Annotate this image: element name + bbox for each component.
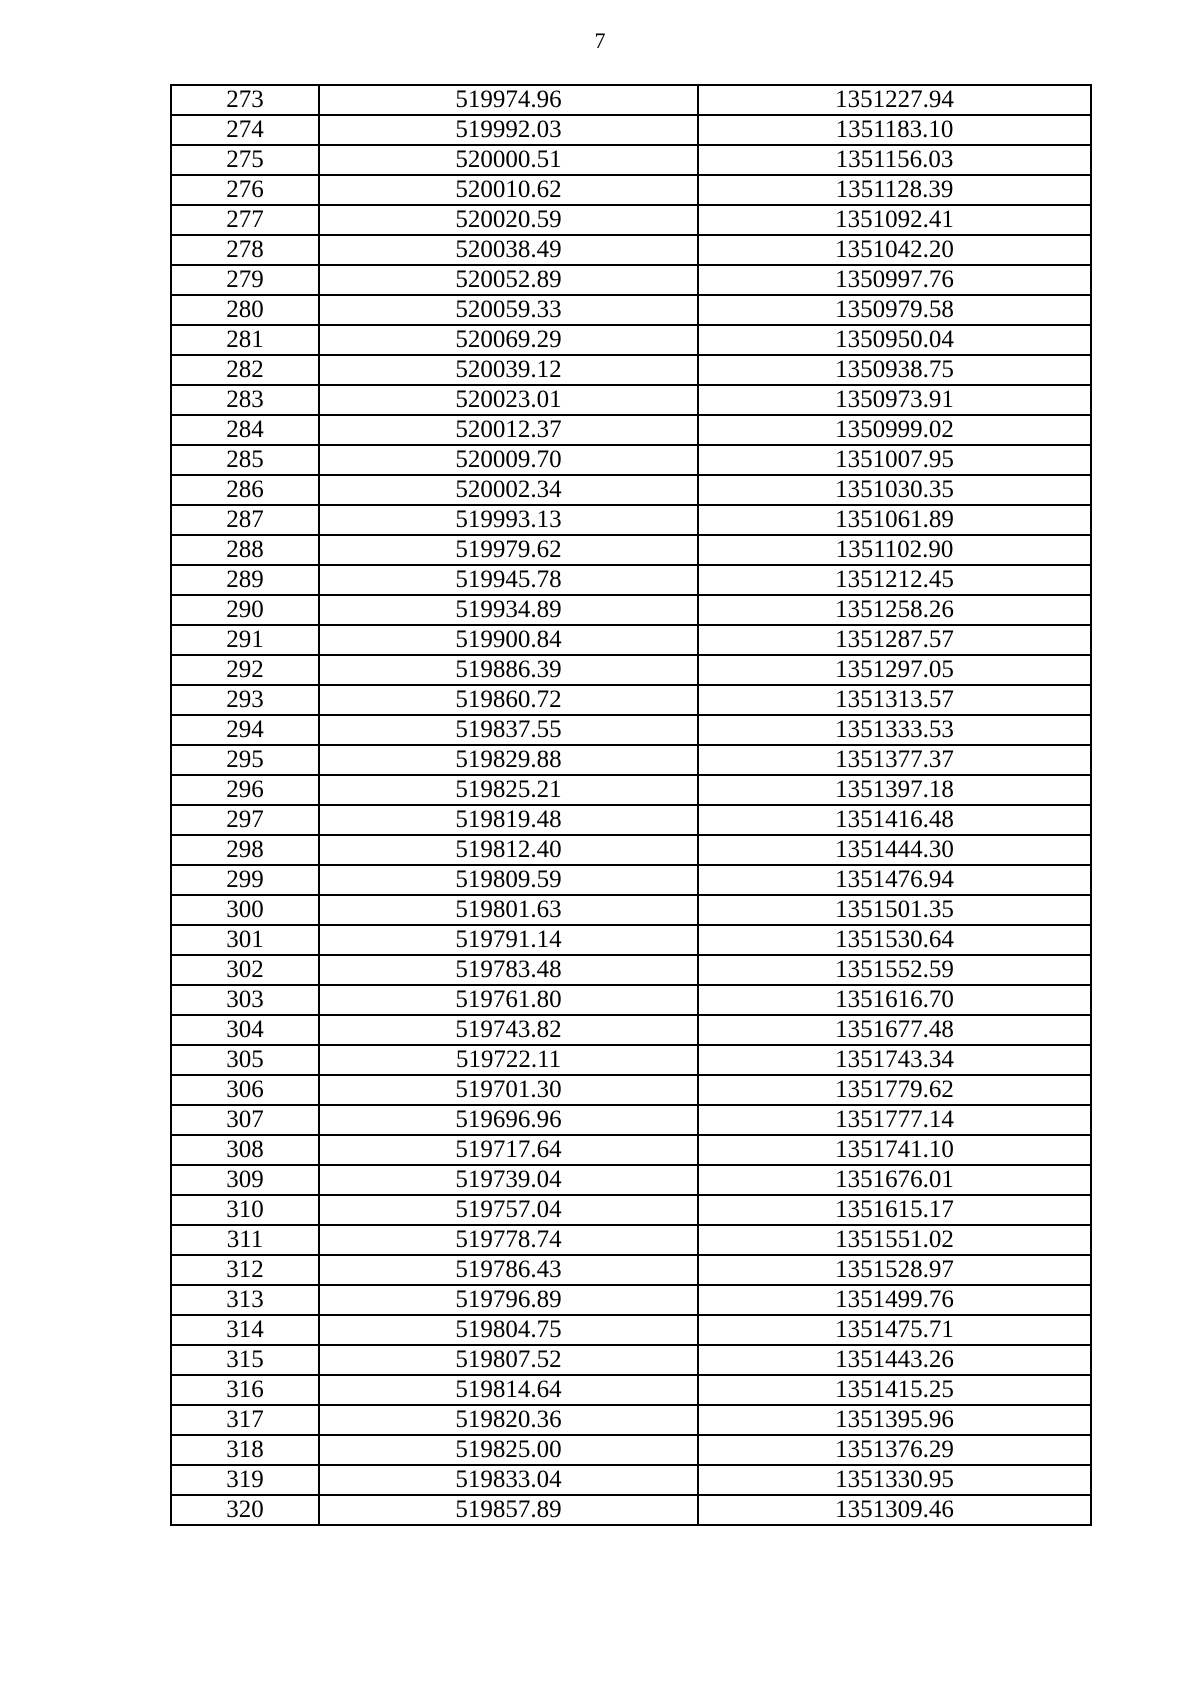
table-row [171,805,1091,835]
y-coordinate-cell: 1351042.20 [698,235,1091,265]
point-number-cell: 294 [171,715,319,745]
x-coordinate-cell: 519696.96 [319,1105,698,1135]
x-coordinate-cell: 519783.48 [319,955,698,985]
x-coordinate-cell: 519886.39 [319,655,698,685]
y-coordinate-cell: 1351528.97 [698,1255,1091,1285]
y-coordinate-cell: 1351475.71 [698,1315,1091,1345]
table-row [171,685,1091,715]
table-row [171,235,1091,265]
x-coordinate-cell: 519814.64 [319,1375,698,1405]
y-coordinate-cell: 1351376.29 [698,1435,1091,1465]
y-coordinate-cell: 1351743.34 [698,1045,1091,1075]
coordinates-table-body [171,85,1091,1525]
x-coordinate-cell: 519974.96 [319,85,698,115]
x-coordinate-cell: 520069.29 [319,325,698,355]
x-coordinate-cell: 520059.33 [319,295,698,325]
table-row [171,1195,1091,1225]
point-number-cell: 274 [171,115,319,145]
table-row [171,175,1091,205]
table-row [171,445,1091,475]
x-coordinate-cell: 519837.55 [319,715,698,745]
table-row [171,1165,1091,1195]
table-row [171,85,1091,115]
point-number-cell: 277 [171,205,319,235]
x-coordinate-cell: 520038.49 [319,235,698,265]
table-row [171,1375,1091,1405]
table-row [171,895,1091,925]
y-coordinate-cell: 1351443.26 [698,1345,1091,1375]
table-row [171,865,1091,895]
point-number-cell: 290 [171,595,319,625]
table-row [171,595,1091,625]
x-coordinate-cell: 519900.84 [319,625,698,655]
table-row [171,1345,1091,1375]
point-number-cell: 278 [171,235,319,265]
x-coordinate-cell: 519722.11 [319,1045,698,1075]
table-row [171,775,1091,805]
x-coordinate-cell: 520039.12 [319,355,698,385]
table-row [171,1135,1091,1165]
point-number-cell: 285 [171,445,319,475]
y-coordinate-cell: 1351297.05 [698,655,1091,685]
table-row [171,535,1091,565]
point-number-cell: 307 [171,1105,319,1135]
point-number-cell: 312 [171,1255,319,1285]
point-number-cell: 287 [171,505,319,535]
y-coordinate-cell: 1350973.91 [698,385,1091,415]
table-row [171,415,1091,445]
x-coordinate-cell: 519761.80 [319,985,698,1015]
y-coordinate-cell: 1351333.53 [698,715,1091,745]
table-row [171,385,1091,415]
x-coordinate-cell: 519819.48 [319,805,698,835]
table-row [171,1075,1091,1105]
x-coordinate-cell: 519857.89 [319,1495,698,1525]
y-coordinate-cell: 1351092.41 [698,205,1091,235]
point-number-cell: 279 [171,265,319,295]
table-row [171,115,1091,145]
x-coordinate-cell: 520009.70 [319,445,698,475]
point-number-cell: 286 [171,475,319,505]
x-coordinate-cell: 519786.43 [319,1255,698,1285]
table-row [171,955,1091,985]
table-row [171,1015,1091,1045]
point-number-cell: 283 [171,385,319,415]
x-coordinate-cell: 520010.62 [319,175,698,205]
x-coordinate-cell: 519701.30 [319,1075,698,1105]
y-coordinate-cell: 1351779.62 [698,1075,1091,1105]
y-coordinate-cell: 1351615.17 [698,1195,1091,1225]
y-coordinate-cell: 1350979.58 [698,295,1091,325]
point-number-cell: 318 [171,1435,319,1465]
table-row [171,1495,1091,1525]
point-number-cell: 276 [171,175,319,205]
y-coordinate-cell: 1351741.10 [698,1135,1091,1165]
point-number-cell: 299 [171,865,319,895]
table-row [171,265,1091,295]
x-coordinate-cell: 519945.78 [319,565,698,595]
point-number-cell: 298 [171,835,319,865]
y-coordinate-cell: 1351309.46 [698,1495,1091,1525]
y-coordinate-cell: 1351007.95 [698,445,1091,475]
point-number-cell: 284 [171,415,319,445]
x-coordinate-cell: 519807.52 [319,1345,698,1375]
table-row [171,625,1091,655]
y-coordinate-cell: 1351061.89 [698,505,1091,535]
x-coordinate-cell: 519934.89 [319,595,698,625]
x-coordinate-cell: 519743.82 [319,1015,698,1045]
table-row [171,1465,1091,1495]
point-number-cell: 273 [171,85,319,115]
table-row [171,1255,1091,1285]
point-number-cell: 296 [171,775,319,805]
table-row [171,985,1091,1015]
x-coordinate-cell: 519809.59 [319,865,698,895]
x-coordinate-cell: 520052.89 [319,265,698,295]
y-coordinate-cell: 1351227.94 [698,85,1091,115]
y-coordinate-cell: 1351258.26 [698,595,1091,625]
table-row [171,1405,1091,1435]
table-row [171,505,1091,535]
y-coordinate-cell: 1351415.25 [698,1375,1091,1405]
y-coordinate-cell: 1351102.90 [698,535,1091,565]
x-coordinate-cell: 520023.01 [319,385,698,415]
y-coordinate-cell: 1350999.02 [698,415,1091,445]
point-number-cell: 316 [171,1375,319,1405]
table-row [171,1045,1091,1075]
point-number-cell: 301 [171,925,319,955]
coordinates-table [170,84,1092,1526]
x-coordinate-cell: 519820.36 [319,1405,698,1435]
y-coordinate-cell: 1351156.03 [698,145,1091,175]
table-row [171,565,1091,595]
point-number-cell: 295 [171,745,319,775]
table-row [171,1105,1091,1135]
y-coordinate-cell: 1351395.96 [698,1405,1091,1435]
table-row [171,1225,1091,1255]
y-coordinate-cell: 1351416.48 [698,805,1091,835]
table-row [171,715,1091,745]
table-row [171,205,1091,235]
x-coordinate-cell: 519778.74 [319,1225,698,1255]
x-coordinate-cell: 520012.37 [319,415,698,445]
point-number-cell: 297 [171,805,319,835]
table-row [171,145,1091,175]
x-coordinate-cell: 519992.03 [319,115,698,145]
point-number-cell: 302 [171,955,319,985]
x-coordinate-cell: 519804.75 [319,1315,698,1345]
table-row [171,745,1091,775]
y-coordinate-cell: 1351530.64 [698,925,1091,955]
y-coordinate-cell: 1351444.30 [698,835,1091,865]
y-coordinate-cell: 1350997.76 [698,265,1091,295]
point-number-cell: 309 [171,1165,319,1195]
point-number-cell: 317 [171,1405,319,1435]
point-number-cell: 311 [171,1225,319,1255]
x-coordinate-cell: 519829.88 [319,745,698,775]
table-row [171,475,1091,505]
y-coordinate-cell: 1351030.35 [698,475,1091,505]
point-number-cell: 281 [171,325,319,355]
page-number: 7 [594,28,606,53]
point-number-cell: 280 [171,295,319,325]
x-coordinate-cell: 519833.04 [319,1465,698,1495]
point-number-cell: 300 [171,895,319,925]
y-coordinate-cell: 1351183.10 [698,115,1091,145]
point-number-cell: 310 [171,1195,319,1225]
table-row [171,655,1091,685]
point-number-cell: 292 [171,655,319,685]
y-coordinate-cell: 1351212.45 [698,565,1091,595]
table-row [171,325,1091,355]
y-coordinate-cell: 1350950.04 [698,325,1091,355]
point-number-cell: 314 [171,1315,319,1345]
y-coordinate-cell: 1351397.18 [698,775,1091,805]
point-number-cell: 288 [171,535,319,565]
point-number-cell: 293 [171,685,319,715]
y-coordinate-cell: 1351313.57 [698,685,1091,715]
x-coordinate-cell: 519812.40 [319,835,698,865]
y-coordinate-cell: 1351128.39 [698,175,1091,205]
point-number-cell: 313 [171,1285,319,1315]
x-coordinate-cell: 519757.04 [319,1195,698,1225]
y-coordinate-cell: 1350938.75 [698,355,1091,385]
table-row [171,835,1091,865]
table-row [171,1435,1091,1465]
point-number-cell: 291 [171,625,319,655]
y-coordinate-cell: 1351551.02 [698,1225,1091,1255]
table-row [171,355,1091,385]
x-coordinate-cell: 519739.04 [319,1165,698,1195]
table-row [171,295,1091,325]
x-coordinate-cell: 519791.14 [319,925,698,955]
x-coordinate-cell: 519801.63 [319,895,698,925]
point-number-cell: 305 [171,1045,319,1075]
x-coordinate-cell: 519825.21 [319,775,698,805]
table-row [171,1285,1091,1315]
y-coordinate-cell: 1351330.95 [698,1465,1091,1495]
point-number-cell: 306 [171,1075,319,1105]
y-coordinate-cell: 1351616.70 [698,985,1091,1015]
table-row [171,925,1091,955]
x-coordinate-cell: 520002.34 [319,475,698,505]
x-coordinate-cell: 520020.59 [319,205,698,235]
y-coordinate-cell: 1351377.37 [698,745,1091,775]
x-coordinate-cell: 519993.13 [319,505,698,535]
x-coordinate-cell: 520000.51 [319,145,698,175]
point-number-cell: 303 [171,985,319,1015]
y-coordinate-cell: 1351552.59 [698,955,1091,985]
y-coordinate-cell: 1351677.48 [698,1015,1091,1045]
point-number-cell: 308 [171,1135,319,1165]
x-coordinate-cell: 519860.72 [319,685,698,715]
x-coordinate-cell: 519796.89 [319,1285,698,1315]
point-number-cell: 319 [171,1465,319,1495]
y-coordinate-cell: 1351777.14 [698,1105,1091,1135]
point-number-cell: 282 [171,355,319,385]
y-coordinate-cell: 1351287.57 [698,625,1091,655]
point-number-cell: 320 [171,1495,319,1525]
y-coordinate-cell: 1351499.76 [698,1285,1091,1315]
point-number-cell: 289 [171,565,319,595]
y-coordinate-cell: 1351476.94 [698,865,1091,895]
x-coordinate-cell: 519979.62 [319,535,698,565]
point-number-cell: 304 [171,1015,319,1045]
point-number-cell: 275 [171,145,319,175]
y-coordinate-cell: 1351676.01 [698,1165,1091,1195]
point-number-cell: 315 [171,1345,319,1375]
x-coordinate-cell: 519717.64 [319,1135,698,1165]
y-coordinate-cell: 1351501.35 [698,895,1091,925]
x-coordinate-cell: 519825.00 [319,1435,698,1465]
table-row [171,1315,1091,1345]
